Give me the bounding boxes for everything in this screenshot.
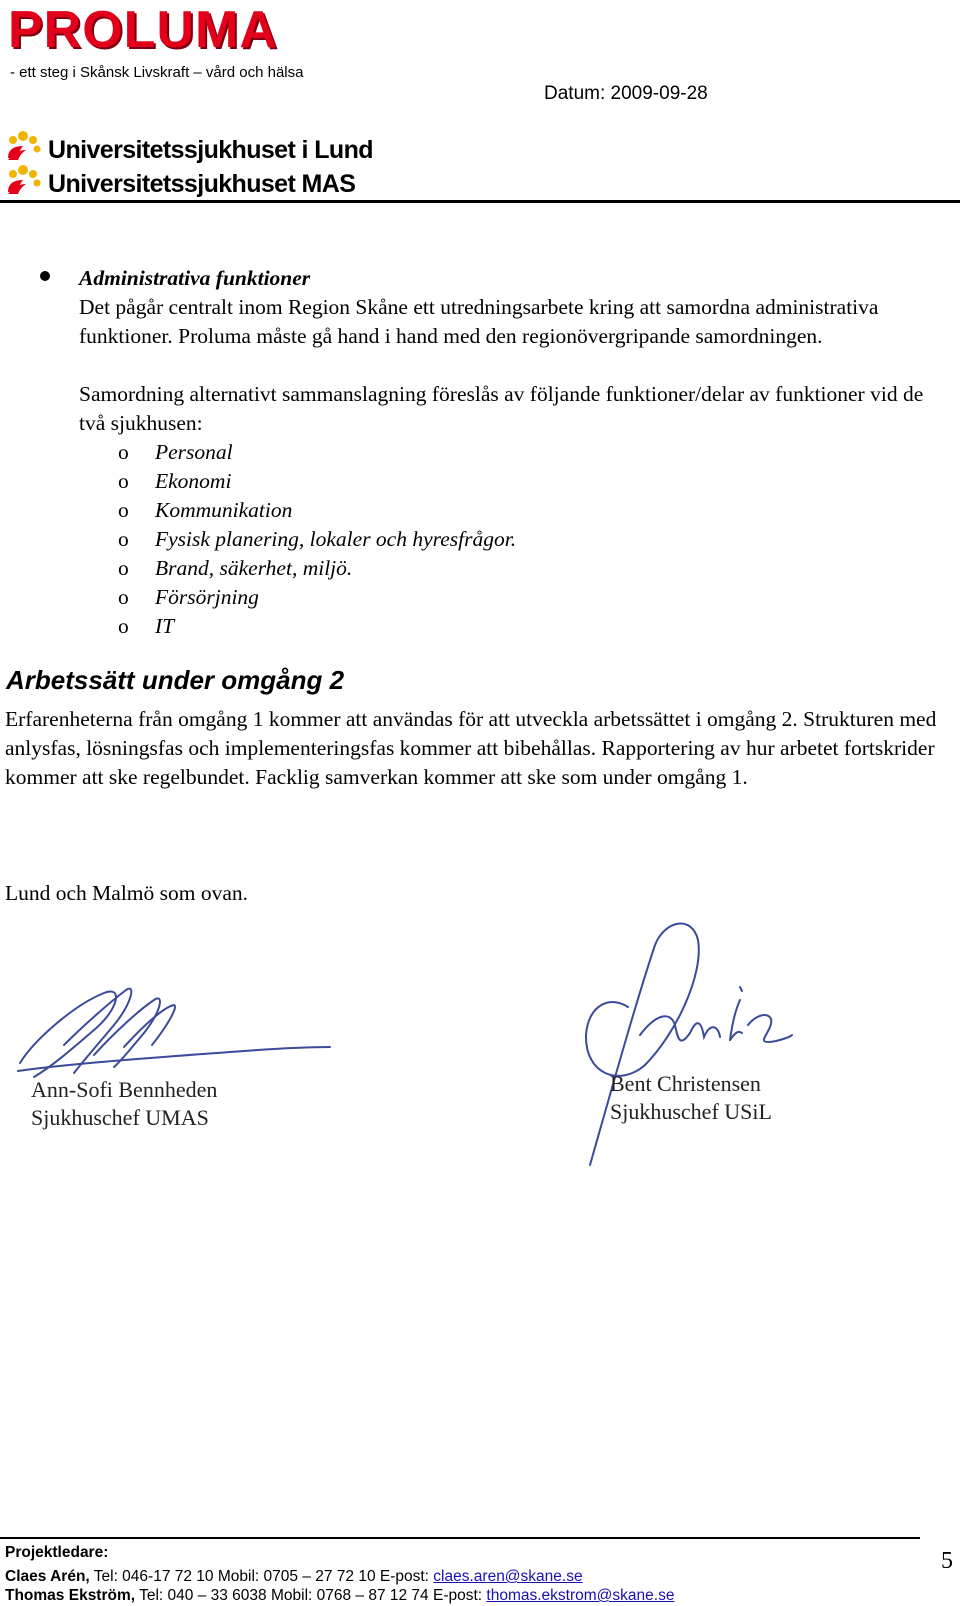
contact-email-label: E-post:: [379, 1568, 429, 1585]
list-marker: o: [118, 614, 129, 638]
page-number: 5: [941, 1548, 953, 1574]
hospital-names: [48, 133, 373, 201]
signatory-name: Ann-Sofi Bennheden: [31, 1077, 218, 1102]
paragraph-coordination: Samordning alternativt sammanslagning föreslås av följande funktioner/delar av funktioner vid de två sjukhusen:: [79, 382, 924, 435]
section-title: Administrativa funktioner: [79, 266, 311, 290]
list-item-text: Personal: [155, 440, 233, 464]
paragraph-method: Erfarenheterna från omgång 1 kommer att användas för att utveckla arbetssättet i omgång 2. Strukturen med anlysfas, lösningsfas och implementeringsfas kommer att bibehållas. Rapportering av hur arbetet fortskrider kommer att ske regelbundet. Facklig samverkan kommer att ske som under omgång 1.: [5, 707, 937, 789]
list-marker: o: [118, 440, 129, 464]
list-marker: o: [118, 498, 129, 522]
bullet-icon: [40, 271, 50, 281]
contact-mobile: Mobil: 0705 – 27 72 10: [217, 1568, 376, 1585]
signature-block-right: [610, 1070, 772, 1126]
list-item-text: Fysisk planering, lokaler och hyresfrågor.: [155, 527, 517, 551]
tagline: - ett steg i Skånsk Livskraft – vård och hälsa: [10, 64, 304, 81]
contact-row: [5, 1586, 674, 1605]
header-divider: [0, 200, 960, 203]
date-label: Datum:: [544, 83, 606, 104]
hospital-name-lund: Universitetssjukhuset i Lund: [48, 136, 373, 164]
contact-tel: Tel: 040 – 33 6038: [139, 1587, 267, 1604]
list-marker: o: [118, 556, 129, 580]
contact-tel: Tel: 046-17 72 10: [93, 1568, 214, 1585]
list-item-text: IT: [155, 614, 175, 638]
hospital-name-mas: Universitetssjukhuset MAS: [48, 170, 356, 198]
list-marker: o: [118, 585, 129, 609]
list-item-text: Kommunikation: [155, 498, 293, 522]
list-marker: o: [118, 527, 129, 551]
date-value: 2009-09-28: [610, 83, 708, 104]
section-heading: Arbetssätt under omgång 2: [6, 665, 345, 695]
university-hospital-logo-icon: [4, 128, 42, 196]
closing-line: Lund och Malmö som ovan.: [5, 881, 249, 905]
proluma-logo: PROLUMA: [8, 1, 278, 59]
list-item-text: Brand, säkerhet, miljö.: [155, 556, 353, 580]
document-date: [544, 83, 708, 105]
contact-email-label: E-post:: [432, 1587, 483, 1604]
contact-name: Claes Arén,: [5, 1568, 90, 1585]
contact-name: Thomas Ekström,: [5, 1587, 136, 1604]
footer-label: Projektledare:: [5, 1544, 109, 1561]
list-marker: o: [118, 469, 129, 493]
signatory-title: Sjukhuschef USiL: [610, 1099, 772, 1124]
signatory-name: Bent Christensen: [610, 1071, 761, 1096]
contact-mobile: Mobil: 0768 – 87 12 74: [270, 1587, 429, 1604]
signatory-title: Sjukhuschef UMAS: [31, 1105, 209, 1130]
contact-row: [5, 1567, 583, 1586]
signature-scribble-right: [580, 915, 810, 1175]
list-item-text: Försörjning: [155, 585, 259, 609]
contact-email-link[interactable]: thomas.ekstrom@skane.se: [486, 1587, 675, 1604]
list-item-text: Ekonomi: [155, 469, 232, 493]
signature-block-left: [31, 1076, 217, 1132]
contact-email-link[interactable]: claes.aren@skane.se: [433, 1568, 583, 1585]
footer-divider: [0, 1537, 920, 1539]
paragraph-administrative: Det pågår centralt inom Region Skåne ett utredningsarbete kring att samordna administrativa funktioner. Proluma måste gå hand i hand med den regionövergripande samordningen.: [79, 295, 879, 348]
